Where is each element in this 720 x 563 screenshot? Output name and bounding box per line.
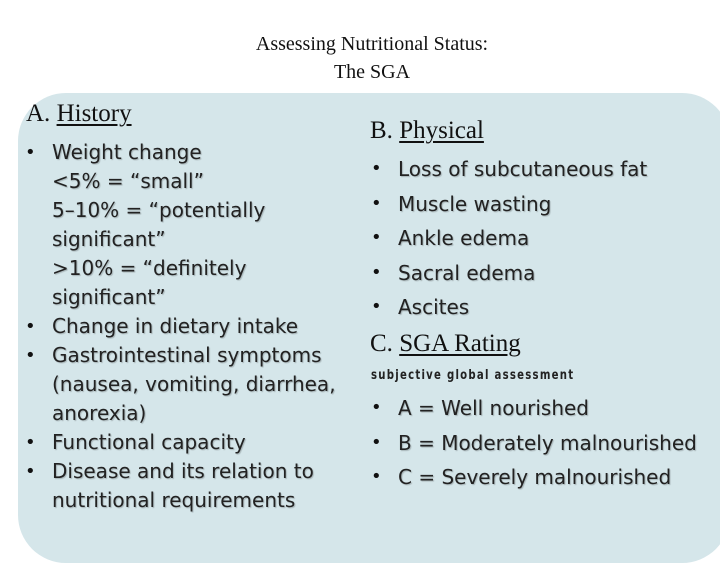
history-item-dietary-intake bbox=[22, 312, 372, 341]
bullet-dot: • bbox=[371, 261, 382, 283]
bullet-dot: • bbox=[371, 296, 382, 317]
sga-rating-item bbox=[368, 460, 713, 495]
history-item-functional-capacity bbox=[22, 428, 372, 457]
slide-title bbox=[0, 30, 720, 86]
weight-change-line: 5–10% = “potentially bbox=[52, 198, 266, 222]
sga-rating-heading-label: SGA Rating bbox=[399, 330, 521, 357]
bullet-dot: • bbox=[371, 158, 382, 179]
physical-item bbox=[368, 187, 713, 222]
history-item-gi-symptoms bbox=[22, 341, 372, 428]
physical-heading-letter: B. bbox=[370, 117, 393, 144]
sga-rating-list bbox=[368, 391, 713, 495]
physical-item-label: Ascites bbox=[398, 295, 470, 319]
history-item-line: Change in dietary intake bbox=[52, 314, 299, 338]
history-item-weight-change bbox=[22, 138, 372, 312]
weight-change-line: <5% = “small” bbox=[52, 169, 204, 193]
bullet-dot: • bbox=[371, 227, 382, 248]
history-item-line: Disease and its relation to bbox=[52, 459, 314, 483]
bullet-dot: • bbox=[371, 397, 382, 418]
physical-heading bbox=[370, 117, 484, 145]
bullet-dot: • bbox=[371, 431, 382, 453]
history-heading-label: History bbox=[56, 100, 132, 127]
history-item-line: Functional capacity bbox=[52, 430, 246, 454]
bullet-dot: • bbox=[25, 461, 36, 482]
bullet-dot: • bbox=[371, 466, 382, 487]
history-item-line: anorexia) bbox=[52, 401, 147, 425]
weight-change-line: significant” bbox=[52, 285, 166, 309]
physical-heading-label: Physical bbox=[399, 117, 484, 144]
history-item-line: Gastrointestinal symptoms bbox=[52, 343, 322, 367]
bullet-dot: • bbox=[25, 432, 36, 453]
sga-rating-item bbox=[368, 426, 713, 461]
history-item-line: nutritional requirements bbox=[52, 488, 296, 512]
sga-rating-heading bbox=[370, 330, 521, 358]
history-heading bbox=[26, 100, 132, 128]
history-item-disease bbox=[22, 457, 372, 515]
sga-rating-item-label: A = Well nourished bbox=[398, 396, 589, 420]
physical-item-label: Sacral edema bbox=[398, 260, 536, 285]
bullet-dot: • bbox=[25, 142, 36, 163]
physical-list bbox=[368, 152, 713, 325]
history-list bbox=[22, 138, 372, 515]
physical-item bbox=[368, 152, 713, 187]
physical-item-label: Muscle wasting bbox=[398, 191, 552, 216]
title-line-2: The SGA bbox=[333, 61, 411, 83]
physical-item bbox=[368, 221, 713, 256]
sga-rating-item-label: C = Severely malnourished bbox=[398, 465, 672, 489]
physical-item-label: Ankle edema bbox=[398, 226, 530, 250]
sga-rating-heading-letter: C. bbox=[370, 330, 393, 357]
bullet-dot: • bbox=[25, 345, 36, 366]
sga-rating-item bbox=[368, 391, 713, 426]
weight-change-label: Weight change bbox=[52, 140, 202, 164]
weight-change-line: >10% = “definitely bbox=[52, 256, 247, 280]
sga-rating-subtitle: subjective global assessment bbox=[371, 368, 575, 383]
physical-item-label: Loss of subcutaneous fat bbox=[398, 157, 648, 181]
history-item-line: (nausea, vomiting, diarrhea, bbox=[52, 372, 336, 396]
bullet-dot: • bbox=[25, 316, 36, 337]
history-heading-letter: A. bbox=[26, 100, 51, 127]
weight-change-line: significant” bbox=[52, 227, 166, 251]
physical-item bbox=[368, 290, 713, 325]
physical-item bbox=[368, 256, 713, 291]
title-line-1: Assessing Nutritional Status: bbox=[255, 33, 489, 55]
bullet-dot: • bbox=[371, 192, 382, 214]
sga-rating-item-label: B = Moderately malnourished bbox=[398, 430, 697, 455]
